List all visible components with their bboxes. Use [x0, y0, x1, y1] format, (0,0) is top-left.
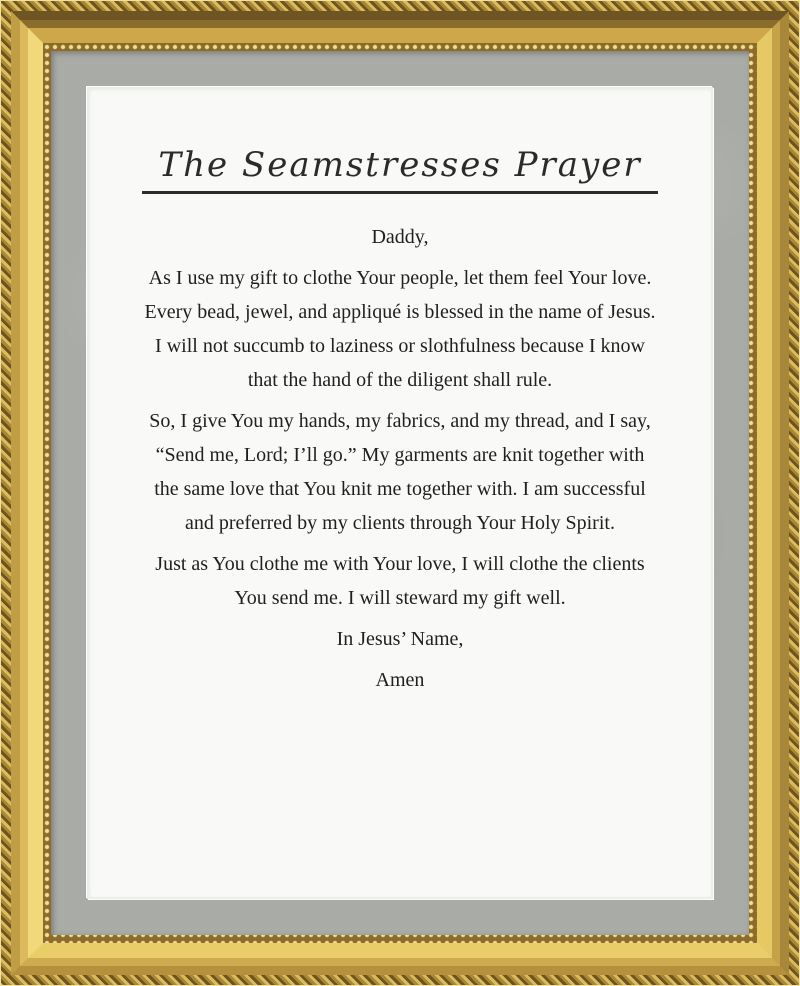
prayer-title: The Seamstresses Prayer: [142, 147, 657, 194]
frame-beaded-edge: [43, 43, 757, 943]
frame-slope-highlight-band: [20, 20, 780, 966]
mat-board: [51, 51, 749, 935]
frame-gold-band: [28, 28, 772, 958]
prayer-paper: [87, 87, 713, 899]
prayer-paragraph: As I use my gift to clothe Your people, let them feel Your love. Every bead, jewel, and appliqué is blessed in the name of Jesus. I will not succumb to laziness or slothfulness because I know that the hand of the diligent shall rule.: [144, 267, 656, 392]
prayer-closing-line: In Jesus’ Name,: [336, 628, 464, 651]
prayer-body: [144, 220, 656, 697]
prayer-salutation: Daddy,: [371, 226, 429, 249]
frame-slope-band: [11, 11, 789, 975]
prayer-amen-line: Amen: [375, 669, 425, 692]
prayer-paragraph: Just as You clothe me with Your love, I will clothe the clients You send me. I will steward my gift well.: [155, 553, 645, 610]
prayer-paragraph: So, I give You my hands, my fabrics, and my thread, and I say, “Send me, Lord; I’ll go.” My garments are knit together with the same love that You knit me together with. I am successful and preferred by my clients through Your Holy Spirit.: [149, 410, 651, 535]
